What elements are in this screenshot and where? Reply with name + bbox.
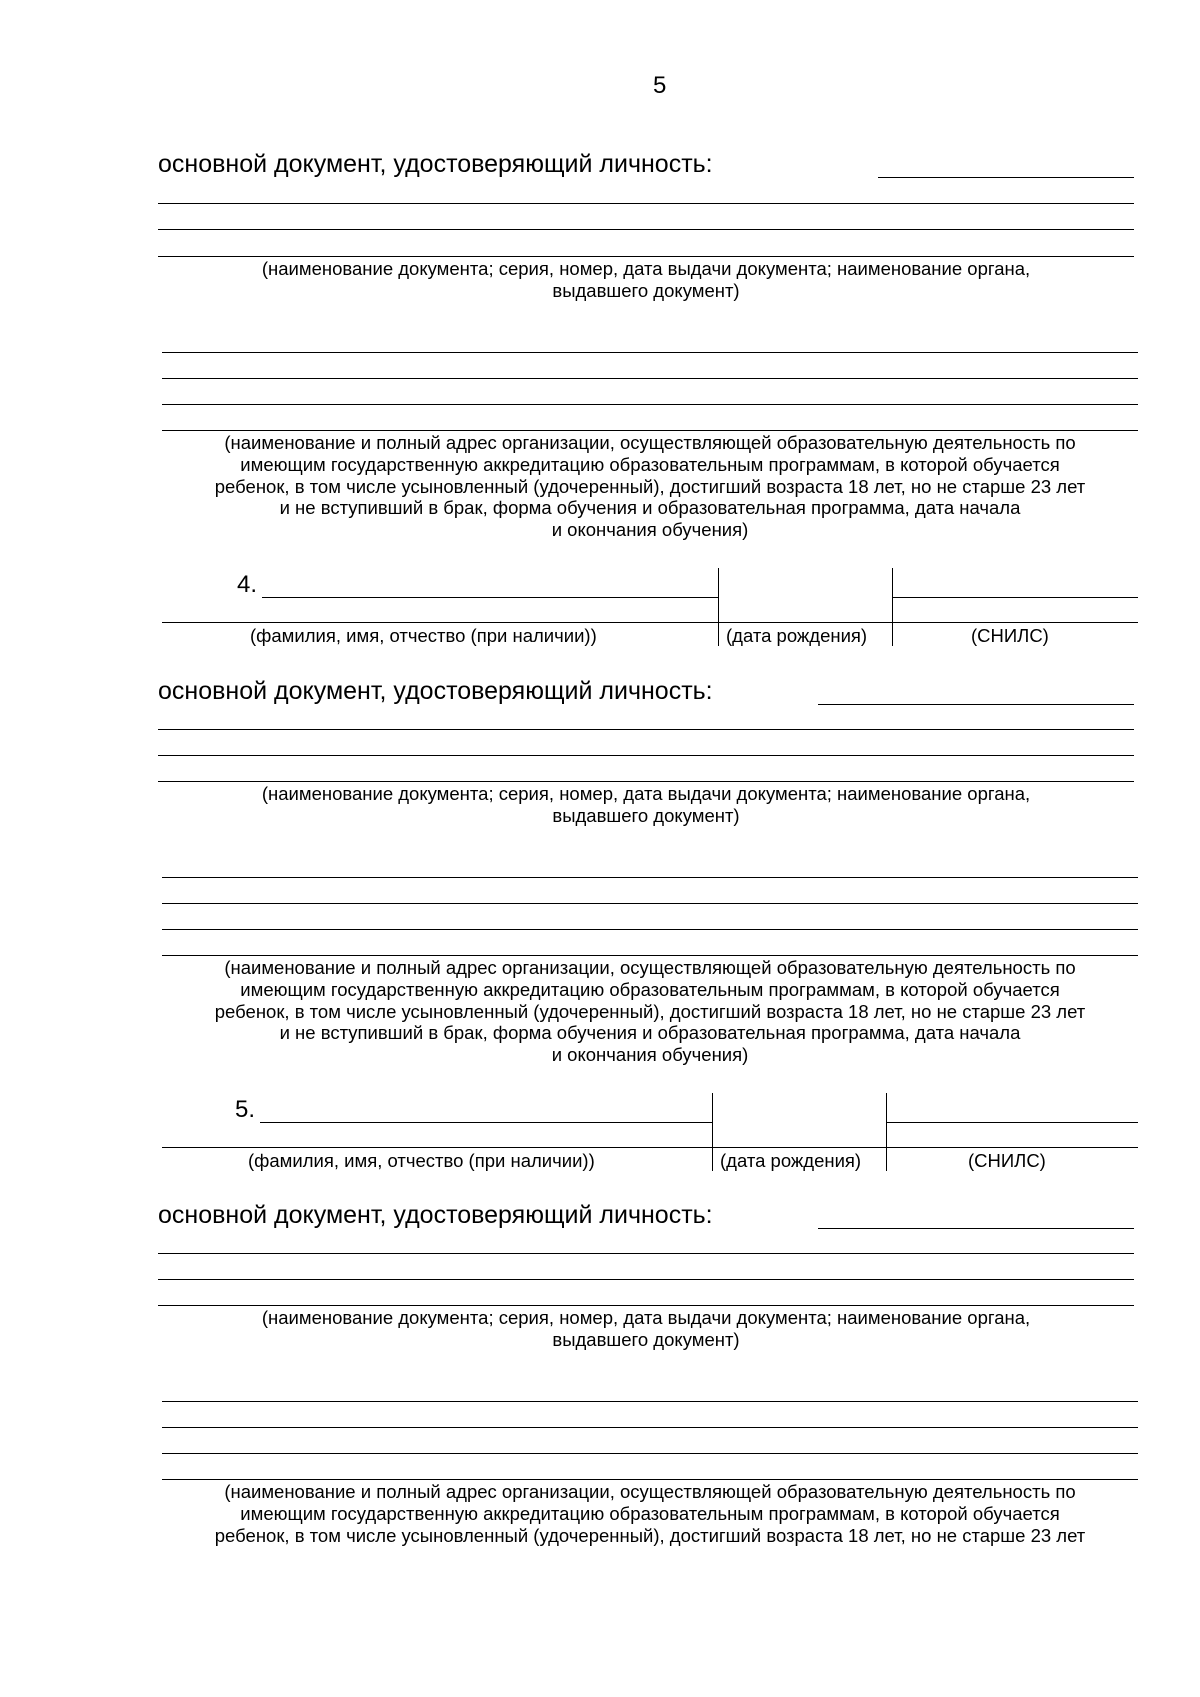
- organization-line[interactable]: [162, 1453, 1138, 1454]
- organization-line[interactable]: [162, 404, 1138, 405]
- person-row-line: [162, 1147, 1138, 1148]
- field-divider: [886, 1093, 887, 1171]
- organization-line[interactable]: [162, 1401, 1138, 1402]
- caption-line: выдавшего документ): [552, 804, 740, 826]
- caption-line: (наименование документа; серия, номер, дата выдачи документа; наименование органа,: [261, 258, 1031, 279]
- identity-document-field[interactable]: [878, 177, 1134, 178]
- organization-caption: [162, 957, 1138, 1066]
- organization-caption: [162, 1481, 1138, 1546]
- organization-line[interactable]: [162, 352, 1138, 353]
- organization-line[interactable]: [162, 955, 1138, 956]
- identity-document-line[interactable]: [158, 203, 1134, 204]
- identity-document-line[interactable]: [158, 229, 1134, 230]
- caption-line: и окончания обучения): [551, 519, 749, 541]
- identity-document-field[interactable]: [818, 704, 1134, 705]
- identity-document-label: основной документ, удостоверяющий личность:: [158, 1201, 713, 1229]
- caption-line: и не вступивший в брак, форма обучения и образовательная программа, дата начала: [279, 497, 1021, 519]
- caption-line: (наименование и полный адрес организации, осуществляющей образовательную деятельность по: [224, 957, 1076, 978]
- field-divider: [718, 568, 719, 646]
- caption-line: имеющим государственную аккредитацию образовательным программам, в которой обучается: [240, 453, 1060, 475]
- fio-field[interactable]: [260, 1122, 712, 1123]
- identity-document-line[interactable]: [158, 256, 1134, 257]
- person-row-line: [162, 622, 1138, 623]
- caption-line: (наименование и полный адрес организации, осуществляющей образовательную деятельность по: [224, 1481, 1076, 1502]
- identity-document-line[interactable]: [158, 729, 1134, 730]
- person-number: 4.: [237, 571, 258, 598]
- snils-field[interactable]: [887, 1122, 1138, 1123]
- birth-date-caption: (дата рождения): [720, 1150, 862, 1171]
- identity-document-field[interactable]: [818, 1228, 1134, 1229]
- caption-line: выдавшего документ): [552, 1328, 740, 1350]
- field-divider: [712, 1093, 713, 1171]
- page-number: 5: [653, 72, 667, 99]
- caption-line: ребенок, в том числе усыновленный (удочеренный), достигший возраста 18 лет, но не старше 23 лет: [214, 475, 1086, 497]
- caption-line: ребенок, в том числе усыновленный (удочеренный), достигший возраста 18 лет, но не старше 23 лет: [214, 1000, 1086, 1022]
- organization-line[interactable]: [162, 877, 1138, 878]
- document-caption: [158, 783, 1134, 827]
- caption-line: и окончания обучения): [551, 1044, 749, 1066]
- fio-field[interactable]: [262, 597, 718, 598]
- identity-document-line[interactable]: [158, 1305, 1134, 1306]
- organization-line[interactable]: [162, 929, 1138, 930]
- identity-document-line[interactable]: [158, 1279, 1134, 1280]
- snils-caption: (СНИЛС): [968, 1150, 1046, 1171]
- document-caption: [158, 258, 1134, 302]
- organization-caption: [162, 432, 1138, 541]
- document-caption: [158, 1307, 1134, 1351]
- fio-caption: (фамилия, имя, отчество (при наличии)): [248, 1150, 595, 1171]
- caption-line: имеющим государственную аккредитацию образовательным программам, в которой обучается: [240, 978, 1060, 1000]
- snils-field[interactable]: [893, 597, 1138, 598]
- organization-line[interactable]: [162, 1427, 1138, 1428]
- organization-line[interactable]: [162, 378, 1138, 379]
- organization-line[interactable]: [162, 903, 1138, 904]
- fio-caption: (фамилия, имя, отчество (при наличии)): [250, 625, 597, 646]
- caption-line: (наименование и полный адрес организации, осуществляющей образовательную деятельность по: [224, 432, 1076, 453]
- caption-line: (наименование документа; серия, номер, дата выдачи документа; наименование органа,: [261, 1307, 1031, 1328]
- caption-line: выдавшего документ): [552, 279, 740, 301]
- organization-line[interactable]: [162, 1479, 1138, 1480]
- caption-line: и не вступивший в брак, форма обучения и образовательная программа, дата начала: [279, 1022, 1021, 1044]
- identity-document-line[interactable]: [158, 755, 1134, 756]
- snils-caption: (СНИЛС): [971, 625, 1049, 646]
- caption-line: имеющим государственную аккредитацию образовательным программам, в которой обучается: [240, 1502, 1060, 1524]
- field-divider: [892, 568, 893, 646]
- person-number: 5.: [235, 1096, 256, 1123]
- birth-date-caption: (дата рождения): [726, 625, 868, 646]
- identity-document-label: основной документ, удостоверяющий личность:: [158, 150, 713, 178]
- identity-document-line[interactable]: [158, 781, 1134, 782]
- identity-document-line[interactable]: [158, 1253, 1134, 1254]
- identity-document-label: основной документ, удостоверяющий личность:: [158, 677, 713, 705]
- caption-line: (наименование документа; серия, номер, дата выдачи документа; наименование органа,: [261, 783, 1031, 804]
- organization-line[interactable]: [162, 430, 1138, 431]
- caption-line: ребенок, в том числе усыновленный (удочеренный), достигший возраста 18 лет, но не старше 23 лет: [214, 1524, 1086, 1546]
